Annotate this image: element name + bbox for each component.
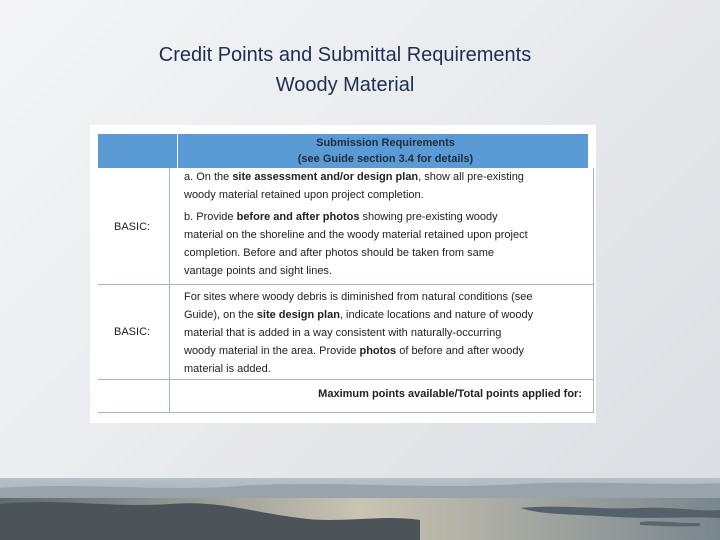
- row1-b-bold: before and after photos: [236, 211, 360, 223]
- row2-line4-bold: photos: [359, 345, 397, 357]
- row1-a-bold: site assessment and/or design plan: [232, 171, 419, 183]
- row1-b-line2: material on the shoreline and the woody material retained upon project: [184, 229, 528, 241]
- slide-title-line1: Credit Points and Submittal Requirements: [158, 44, 532, 66]
- row-divider-3: [98, 412, 594, 413]
- row2-content: [184, 288, 586, 378]
- row2-line2-prefix: Guide), on the: [184, 309, 257, 321]
- row2-line3: material that is added in a way consistent with naturally-occurring: [184, 327, 502, 339]
- max-points-label: Maximum points available/Total points applied for:: [318, 388, 582, 400]
- row2-line2-suffix: , indicate locations and nature of woody: [339, 309, 534, 321]
- row1-a-prefix: a. On the: [184, 171, 233, 183]
- row2-line2-bold: site design plan: [256, 309, 340, 321]
- right-border: [593, 168, 594, 413]
- row1-a-suffix: , show all pre-existing: [418, 171, 524, 183]
- header-subtitle: (see Guide section 3.4 for details): [297, 153, 474, 165]
- row1-a-line2: woody material retained upon project completion.: [184, 189, 424, 201]
- landscape-illustration: [0, 478, 720, 540]
- row1-b-line3: completion. Before and after photos should be taken from same: [184, 247, 495, 259]
- row1-b-line4: vantage points and sight lines.: [184, 265, 332, 277]
- landscape-banner: [0, 478, 720, 540]
- header-title: Submission Requirements: [316, 137, 455, 149]
- row-divider-2: [98, 379, 594, 380]
- table-header: [98, 134, 588, 168]
- row1-item-a: [184, 168, 586, 204]
- row2-line4-prefix: woody material in the area. Provide: [184, 345, 360, 357]
- row-divider-1: [98, 284, 594, 285]
- row2-line4-suffix: of before and after woody: [396, 345, 524, 357]
- row2-line5: material is added.: [184, 363, 271, 375]
- submission-requirements-table: [90, 125, 596, 423]
- slide-title-line2: Woody Material: [275, 74, 415, 96]
- row2-line1: For sites where woody debris is diminished from natural conditions (see: [184, 291, 533, 303]
- row1-b-suffix: showing pre-existing woody: [359, 211, 498, 223]
- row1-label: BASIC:: [114, 221, 151, 233]
- row1-item-b: [184, 208, 586, 280]
- row2-label: BASIC:: [114, 326, 151, 338]
- column-divider: [169, 168, 170, 413]
- header-divider-right: [593, 134, 594, 168]
- row1-b-prefix: b. Provide: [184, 211, 237, 223]
